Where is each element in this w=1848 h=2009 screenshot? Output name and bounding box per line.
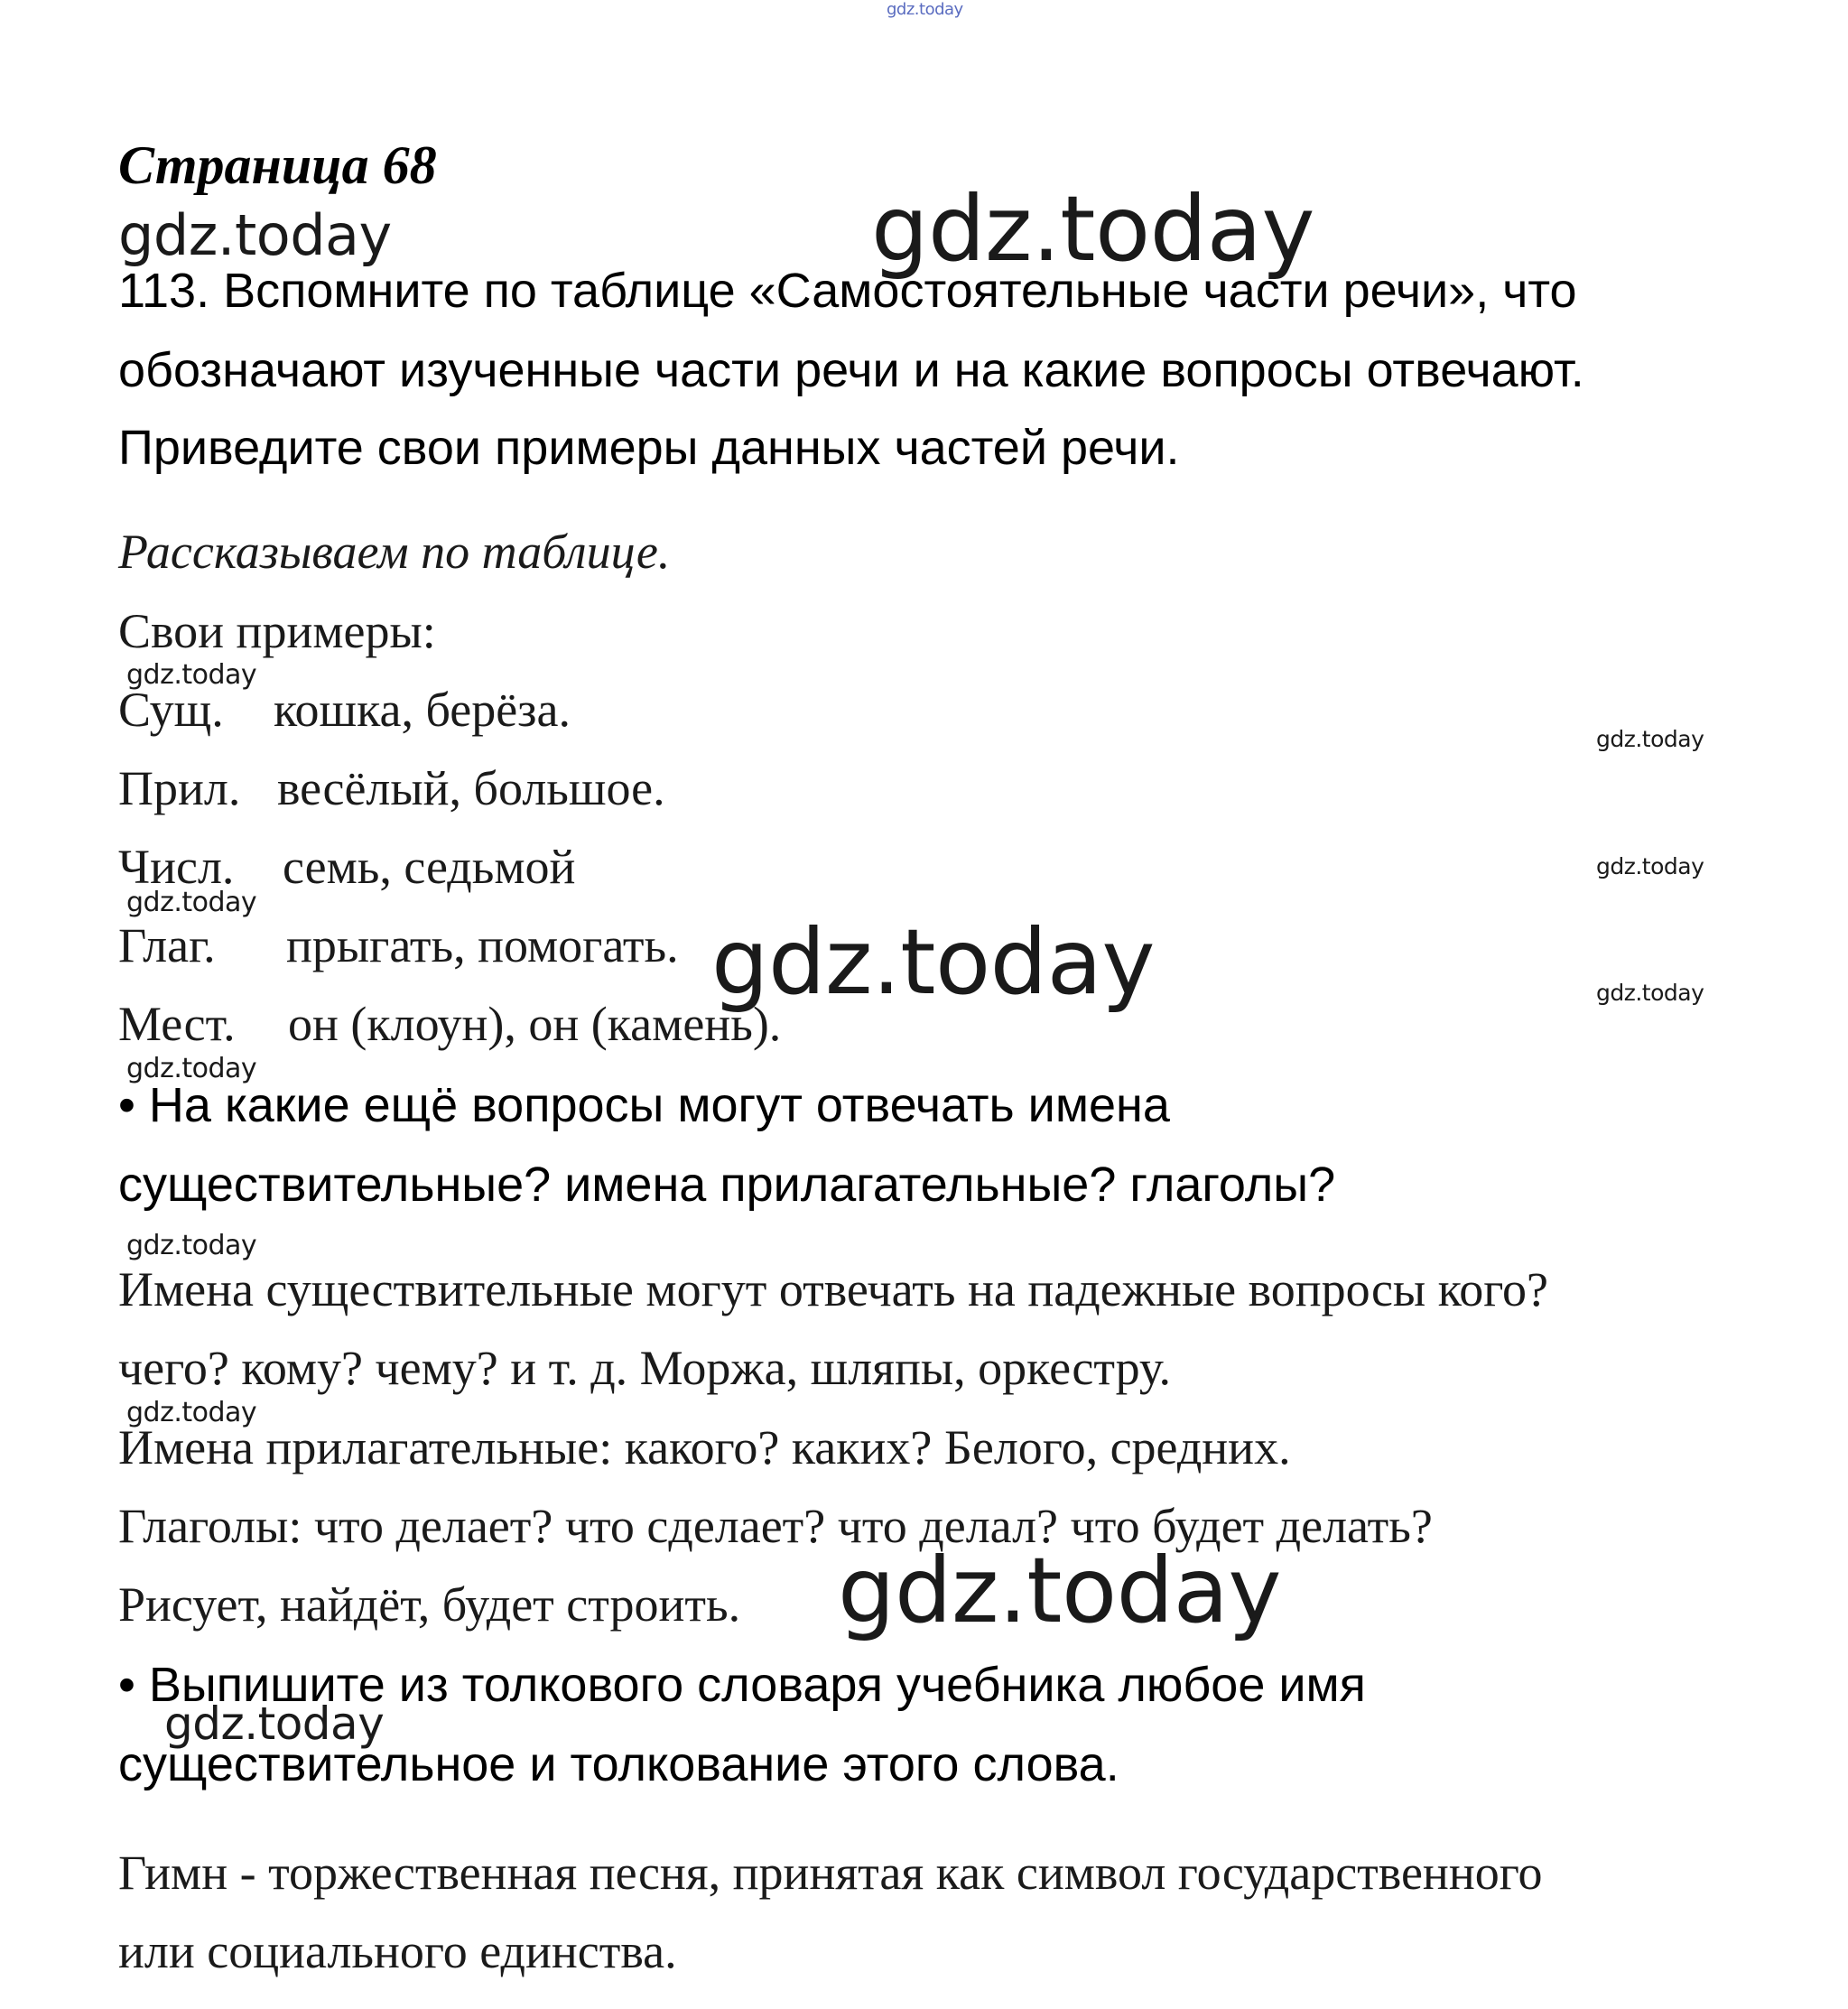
watermark-small-2: gdz.today <box>1596 726 1704 752</box>
example-adjective <box>118 760 665 816</box>
task-line-2: обозначают изученные части речи и на какие вопросы отвечают. <box>118 343 1584 397</box>
answer-note: Рассказываем по таблице. <box>118 525 671 579</box>
example-words: весёлый, большое. <box>277 761 665 815</box>
question2-line-1: • На какие ещё вопросы могут отвечать имена <box>118 1078 1170 1132</box>
watermark-large-1: gdz.today <box>871 176 1315 282</box>
example-abbr: Сущ. <box>118 683 224 737</box>
question2-line-2: существительные? имена прилагательные? глаголы? <box>118 1158 1336 1212</box>
example-abbr: Глаг. <box>118 918 216 972</box>
watermark-large-3: gdz.today <box>838 1538 1282 1643</box>
answer2-line-3: Имена прилагательные: какого? каких? Белого, средних. <box>118 1420 1291 1474</box>
watermark-small-8: gdz.today <box>126 1397 257 1428</box>
example-pronoun <box>118 996 781 1052</box>
example-words: семь, седьмой <box>283 840 576 894</box>
task-line-3: Приведите свои примеры данных частей речи. <box>118 421 1180 475</box>
example-numeral <box>118 839 575 895</box>
example-abbr: Мест. <box>118 997 236 1051</box>
example-words: кошка, берёза. <box>274 683 571 737</box>
answer2-line-2: чего? кому? чему? и т. д. Моржа, шляпы, оркестру. <box>118 1341 1171 1395</box>
example-noun <box>118 682 571 738</box>
watermark-small-7: gdz.today <box>126 1230 257 1261</box>
example-verb <box>118 917 679 973</box>
watermark-small-1: gdz.today <box>126 659 257 691</box>
question3-line-2: существительное и толкование этого слова. <box>118 1737 1119 1791</box>
watermark-small-4: gdz.today <box>126 887 257 918</box>
task-line-1: 113. Вспомните по таблице «Самостоятельные части речи», что <box>118 264 1577 318</box>
watermark-top: gdz.today <box>887 0 963 19</box>
watermark-large-2: gdz.today <box>711 909 1156 1015</box>
page-title: Страница 68 <box>118 135 437 195</box>
example-abbr: Прил. <box>118 761 241 815</box>
examples-heading: Свои примеры: <box>118 604 436 658</box>
watermark-small-5: gdz.today <box>1596 980 1704 1006</box>
answer3-line-1: Гимн - торжественная песня, принятая как символ государственного <box>118 1846 1543 1900</box>
watermark-medium-2: gdz.today <box>164 1697 385 1750</box>
example-abbr: Числ. <box>118 840 235 894</box>
example-words: он (клоун), он (камень). <box>288 997 782 1051</box>
watermark-medium-1: gdz.today <box>118 202 392 268</box>
answer2-line-1: Имена существительные могут отвечать на падежные вопросы кого? <box>118 1262 1548 1316</box>
answer2-line-4: Глаголы: что делает? что сделает? что делал? что будет делать? <box>118 1499 1433 1553</box>
answer2-line-5: Рисует, найдёт, будет строить. <box>118 1577 741 1632</box>
watermark-small-6: gdz.today <box>126 1053 257 1084</box>
question3-line-1: • Выпишите из толкового словаря учебника любое имя <box>118 1658 1366 1712</box>
watermark-small-3: gdz.today <box>1596 853 1704 879</box>
example-words: прыгать, помогать. <box>286 918 679 972</box>
answer3-line-2: или социального единства. <box>118 1924 677 1978</box>
